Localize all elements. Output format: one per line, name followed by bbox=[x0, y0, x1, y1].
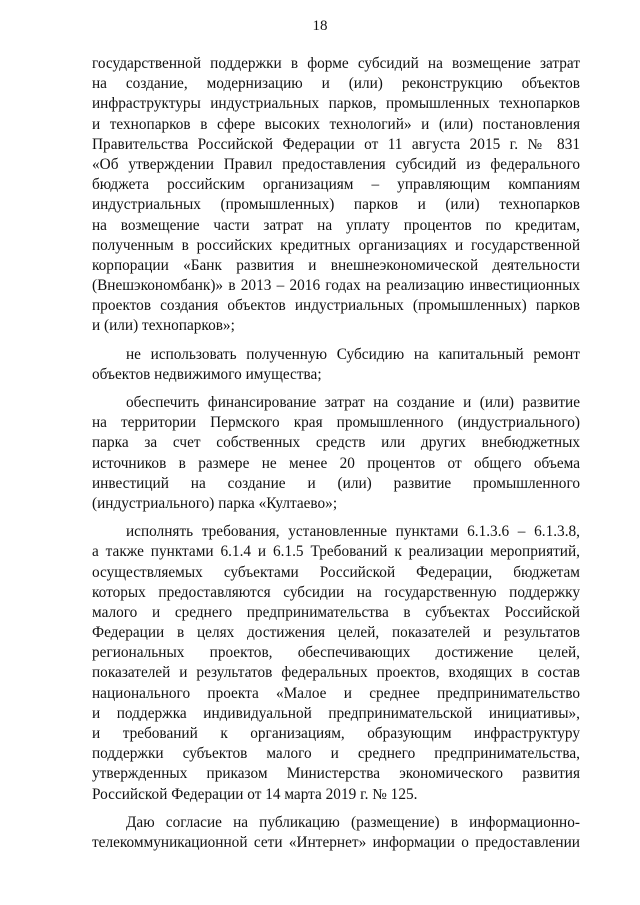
text-line: полученным в российских кредитных организациях и государственной bbox=[92, 236, 580, 254]
document-body bbox=[92, 54, 580, 861]
text-line: утвержденных приказом Министерства экономического развития bbox=[92, 765, 580, 783]
paragraph-3 bbox=[92, 393, 580, 514]
text-line: на создание, модернизацию и (или) реконструкцию объектов bbox=[92, 75, 580, 93]
text-line: и требований к организациям, образующим инфраструктуру bbox=[92, 725, 580, 742]
text-line: (индустриального) парка «Култаево»; bbox=[92, 494, 338, 512]
text-line: инфраструктуры индустриальных парков, промышленных технопарков bbox=[92, 95, 580, 113]
text-line: Российской Федерации от 14 марта 2019 г. № 125. bbox=[92, 785, 418, 803]
text-line: проектов создания объектов индустриальных (промышленных) парков bbox=[92, 297, 580, 315]
text-line: государственной поддержки в форме субсидий на возмещение затрат bbox=[92, 55, 580, 72]
text-line: не использовать полученную Субсидию на капитальный ремонт bbox=[126, 345, 580, 363]
text-line: парка за счет собственных средств или других внебюджетных bbox=[92, 434, 580, 452]
text-line: Даю согласие на публикацию (размещение) в информационно- bbox=[126, 813, 580, 831]
text-line: осуществляемых субъектами Российской Федерации, бюджетам bbox=[92, 563, 580, 581]
text-line: индустриальных (промышленных) парков и (или) технопарков bbox=[92, 196, 580, 214]
text-line: региональных проектов, обеспечивающих достижение целей, bbox=[92, 644, 580, 662]
paragraph-5 bbox=[92, 813, 580, 853]
text-line: бюджета российским организациям – управляющим компаниям bbox=[92, 176, 580, 194]
text-line: Федерации в целях достижения целей, показателей и результатов bbox=[92, 624, 580, 642]
text-line: и (или) технопарков»; bbox=[92, 317, 235, 335]
text-line: обеспечить финансирование затрат на создание и (или) развитие bbox=[126, 394, 580, 411]
text-line: источников в размере не менее 20 процентов от общего объема bbox=[92, 454, 580, 472]
text-line: инвестиций на создание и (или) развитие промышленного bbox=[92, 474, 580, 492]
text-line: «Об утверждении Правил предоставления субсидий из федерального bbox=[92, 155, 580, 173]
text-line: национального проекта «Малое и среднее предпринимательство bbox=[92, 684, 580, 702]
text-line: объектов недвижимого имущества; bbox=[92, 365, 322, 383]
text-line: телекоммуникационной сети «Интернет» информации о предоставлении bbox=[92, 833, 580, 851]
text-line: Правительства Российской Федерации от 11 августа 2015 г. № 831 bbox=[92, 135, 580, 153]
text-line: корпорации «Банк развития и внешнеэкономической деятельности bbox=[92, 256, 580, 274]
text-line: на территории Пермского края промышленного (индустриального) bbox=[92, 414, 580, 432]
paragraph-4 bbox=[92, 522, 580, 805]
text-line: малого и среднего предпринимательства в субъектах Российской bbox=[92, 603, 580, 621]
text-line: (Внешэкономбанк)» в 2013 – 2016 годах на реализацию инвестиционных bbox=[92, 277, 580, 295]
text-line: а также пунктами 6.1.4 и 6.1.5 Требований к реализации мероприятий, bbox=[92, 543, 580, 561]
page-number: 18 bbox=[312, 18, 328, 34]
text-line: которых предоставляются субсидии на государственную поддержку bbox=[92, 583, 580, 601]
text-line: и технопарков в сфере высоких технологий» и (или) постановления bbox=[92, 115, 580, 133]
text-line: поддержки субъектов малого и среднего предпринимательства, bbox=[92, 745, 580, 763]
text-line: исполнять требования, установленные пунктами 6.1.3.6 – 6.1.3.8, bbox=[126, 523, 580, 541]
paragraph-2 bbox=[92, 345, 580, 385]
paragraph-1 bbox=[92, 54, 580, 337]
text-line: и поддержка индивидуальной предпринимательской инициативы», bbox=[92, 704, 580, 722]
text-line: показателей и результатов федеральных проектов, входящих в состав bbox=[92, 664, 580, 682]
text-line: на возмещение части затрат на уплату процентов по кредитам, bbox=[92, 216, 580, 234]
